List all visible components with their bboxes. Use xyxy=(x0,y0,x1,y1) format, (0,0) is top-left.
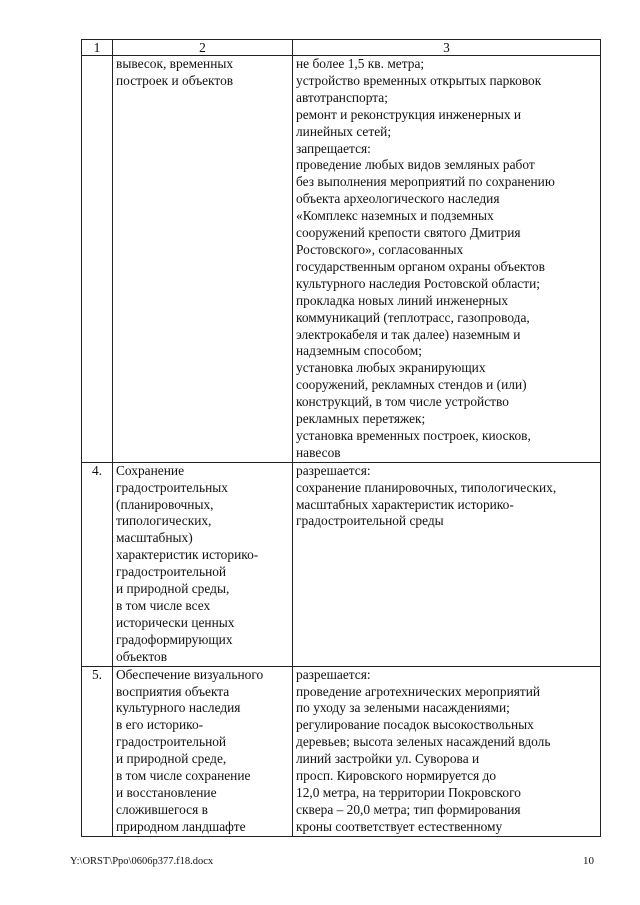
regime-cell xyxy=(293,462,601,666)
row-number xyxy=(82,56,113,463)
footer-file-path: Y:\ORST\Ppo\0606p377.f18.docx xyxy=(70,856,214,867)
text-line: сложившегося в xyxy=(116,801,208,817)
measure-cell xyxy=(113,666,293,836)
text-line: культурного наследия xyxy=(116,700,241,716)
text-line: прокладка новых линий инженерных xyxy=(296,292,509,308)
text-line: в том числе всех xyxy=(116,598,211,613)
text-line: проведение любых видов земляных работ xyxy=(296,157,535,173)
text-line: градостроительной среды xyxy=(296,513,444,529)
page-number: 10 xyxy=(583,855,594,867)
row-number: 5. xyxy=(82,666,113,836)
text-line: природном ландшафте xyxy=(116,818,246,834)
regime-cell xyxy=(293,666,601,836)
text-line: сооружений, рекламных стендов и (или) xyxy=(296,377,527,393)
text-line: сооружений крепости святого Дмитрия xyxy=(296,225,521,241)
text-line: градостроительных xyxy=(116,479,228,495)
table-row xyxy=(82,56,601,463)
text-line: и природной среды, xyxy=(116,581,230,597)
text-line: (планировочных, xyxy=(116,496,214,512)
text-line: характеристик историко- xyxy=(116,547,259,563)
regime-cell xyxy=(293,56,601,463)
text-line: государственным органом охраны объектов xyxy=(296,258,545,274)
text-line: линий застройки ул. Суворова и xyxy=(296,751,480,767)
table-row xyxy=(82,462,601,666)
text-line: 12,0 метра, на территории Покровского xyxy=(296,784,521,800)
table-header-row xyxy=(82,40,601,56)
text-line: и природной среде, xyxy=(116,751,227,767)
header-cell-1: 1 xyxy=(82,40,113,56)
text-line: градостроительной xyxy=(116,564,227,580)
text-line: и восстановление xyxy=(116,784,217,800)
text-line: градоформирующих xyxy=(116,631,233,647)
text-line: типологических, xyxy=(116,513,212,529)
text-line: навесов xyxy=(296,444,341,460)
text-line: коммуникаций (теплотрасс, газопровода, xyxy=(296,309,530,325)
header-cell-2: 2 xyxy=(113,40,293,56)
measure-cell xyxy=(113,56,293,463)
text-line: ремонт и реконструкция инженерных и xyxy=(296,106,522,122)
text-line: сохранение планировочных, типологических, xyxy=(296,479,557,495)
text-line: объекта археологического наследия xyxy=(296,191,500,207)
text-line: кроны соответствует естественному xyxy=(296,818,503,834)
text-line: линейных сетей; xyxy=(296,123,392,139)
text-line: по уходу за зелеными насаждениями; xyxy=(296,700,510,716)
text-line: разрешается: xyxy=(296,462,371,478)
text-line: Ростовского», согласованных xyxy=(296,241,464,257)
text-line: построек и объектов xyxy=(116,72,234,88)
text-line: в том числе сохранение xyxy=(116,768,251,784)
text-line: масштабных характеристик историко- xyxy=(296,496,514,512)
text-line: разрешается: xyxy=(296,666,371,682)
row-number: 4. xyxy=(82,462,113,666)
header-cell-3: 3 xyxy=(293,40,601,56)
text-line: сквера – 20,0 метра; тип формирования xyxy=(296,801,521,817)
text-line: не более 1,5 кв. метра; xyxy=(296,56,425,71)
text-line: электрокабеля и так далее) наземным и xyxy=(296,326,521,342)
document-table xyxy=(81,39,601,837)
text-line: вывесок, временных xyxy=(116,56,234,71)
text-line: Сохранение xyxy=(116,462,185,478)
text-line: устройство временных открытых парковок xyxy=(296,72,542,88)
text-line: восприятия объекта xyxy=(116,683,230,699)
measure-cell xyxy=(113,462,293,666)
text-line: рекламных перетяжек; xyxy=(296,411,426,427)
text-line: объектов xyxy=(116,648,168,664)
text-line: деревьев; высота зеленых насаждений вдоль xyxy=(296,734,551,750)
text-line: установка любых экранирующих xyxy=(296,360,486,376)
text-line: культурного наследия Ростовской области; xyxy=(296,275,540,291)
text-line: масштабных) xyxy=(116,530,193,546)
text-line: автотранспорта; xyxy=(296,89,388,105)
text-line: запрещается: xyxy=(296,140,371,156)
text-line: просп. Кировского нормируется до xyxy=(296,768,497,784)
text-line: «Комплекс наземных и подземных xyxy=(296,208,494,224)
text-line: проведение агротехнических мероприятий xyxy=(296,683,541,699)
text-line: надземным способом; xyxy=(296,343,423,359)
text-line: установка временных построек, киосков, xyxy=(296,427,531,443)
text-line: Обеспечение визуального xyxy=(116,666,264,682)
text-line: конструкций, в том числе устройство xyxy=(296,394,509,410)
table-row xyxy=(82,666,601,836)
text-line: без выполнения мероприятий по сохранению xyxy=(296,174,555,190)
text-line: градостроительной xyxy=(116,734,227,750)
text-line: исторически ценных xyxy=(116,614,235,630)
text-line: регулирование посадок высокоствольных xyxy=(296,717,534,733)
text-line: в его историко- xyxy=(116,717,204,733)
